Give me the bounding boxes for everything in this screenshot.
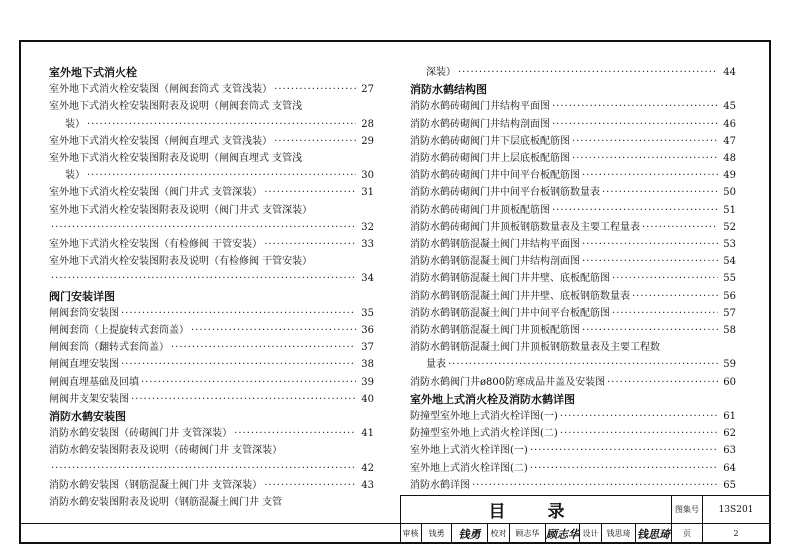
section-heading: 室外地下式消火栓: [49, 66, 137, 79]
toc-entry[interactable]: [410, 374, 736, 391]
toc-entry[interactable]: [49, 442, 374, 476]
toc-page-number: 37: [361, 342, 374, 354]
leader-dots: [472, 477, 718, 494]
toc-entry-text: 室外地下式消火栓安装图附表及说明（闸阀直埋式 支管浅: [49, 153, 303, 164]
toc-page-number: 62: [723, 428, 736, 440]
toc-entry-text: 消防水鹤砖砌阀门井结构剖面图: [410, 118, 550, 130]
toc-page-number: 46: [723, 118, 736, 130]
toc-entry-text: 闸阀套筒（翻转式套筒盖）: [49, 342, 169, 354]
toc-entry[interactable]: [410, 253, 736, 270]
atlas-number-label: 图集号: [672, 496, 703, 523]
toc-page-number: 32: [361, 221, 374, 233]
toc-right-column: [410, 64, 736, 494]
toc-page-number: 44: [723, 67, 736, 78]
title-block-sign-row: [400, 524, 769, 543]
toc-entry[interactable]: [49, 305, 374, 322]
leader-dots: [642, 219, 718, 236]
toc-entry[interactable]: [49, 253, 374, 287]
toc-entry-text: 室外地下式消火栓安装图（有检修阀 干管安装）: [49, 239, 263, 251]
toc-entry-text: 消防水鹤阀门井ø800防寒成品井盖及安装图: [410, 376, 606, 388]
check-signature: 顾志华: [546, 524, 580, 543]
toc-entry-text: 消防水鹤安装图附表及说明（砖砌阀门井 支管深装）: [49, 445, 283, 457]
toc-page-number: 59: [723, 359, 736, 371]
leader-dots: [121, 305, 356, 322]
leader-dots: [552, 116, 718, 133]
toc-entry[interactable]: [49, 98, 374, 132]
check-name: 顾志华: [510, 524, 546, 543]
leader-dots: [607, 374, 718, 391]
toc-entry[interactable]: [49, 150, 374, 184]
toc-page-number: 28: [361, 118, 374, 130]
section-heading: 消防水鹤安装图: [49, 410, 126, 424]
title-block-left-border: [400, 495, 401, 542]
leader-dots: [530, 460, 718, 477]
toc-page-number: 42: [361, 462, 374, 474]
toc-page-number: 51: [723, 204, 736, 216]
toc-entry-text: 消防水鹤砖砌阀门井中间平台板钢筋数量表: [410, 187, 600, 199]
toc-entry-text: 消防水鹤砖砌阀门井下层底板配筋图: [410, 135, 570, 147]
toc-page-number: 49: [723, 170, 736, 182]
toc-entry-text: 室外地下式消火栓安装图（阀门井式 支管深装）: [49, 187, 263, 199]
toc-page-number: 45: [723, 101, 736, 113]
toc-entry-text: 装）: [65, 170, 85, 182]
leader-dots: [582, 236, 718, 253]
toc-entry[interactable]: [410, 184, 736, 201]
toc-left-column: [49, 64, 374, 511]
toc-entry-text: 消防水鹤钢筋混凝土阀门井井壁、底板配筋图: [410, 273, 610, 285]
leader-dots: [131, 391, 356, 408]
toc-entry[interactable]: [49, 184, 374, 201]
toc-entry-text: 室外地下式消火栓安装图（闸阀直埋式 支管浅装）: [49, 135, 273, 147]
toc-page-number: 57: [723, 307, 736, 319]
toc-entry-text: 室外地下式消火栓安装图附表及说明（有检修阀 干管安装）: [49, 256, 313, 268]
leader-dots: [552, 202, 718, 219]
toc-entry-text: 闸阀套筒安装图: [49, 307, 119, 319]
leader-dots: [274, 81, 356, 98]
toc-entry[interactable]: [410, 477, 736, 494]
toc-entry-text: 消防水鹤钢筋混凝土阀门井井壁、底板钢筋数量表: [410, 290, 630, 302]
toc-entry[interactable]: [49, 391, 374, 408]
review-name: 钱勇: [422, 524, 452, 543]
toc-page-number: 55: [723, 273, 736, 285]
toc-entry-text: 消防水鹤钢筋混凝土阀门井顶板配筋图: [410, 325, 580, 337]
toc-entry[interactable]: [410, 219, 736, 236]
leader-dots: [612, 270, 718, 287]
drawing-title: 目 录: [400, 496, 672, 523]
toc-entry[interactable]: [410, 425, 736, 442]
leader-dots: [632, 288, 718, 305]
leader-dots: [582, 167, 718, 184]
check-label: 校对: [488, 524, 510, 543]
leader-dots: [572, 133, 718, 150]
toc-entry[interactable]: [410, 442, 736, 459]
toc-entry[interactable]: [410, 339, 736, 373]
toc-entry[interactable]: [410, 133, 736, 150]
toc-entry[interactable]: [410, 202, 736, 219]
toc-page-number: 27: [361, 84, 374, 96]
design-name: 钱思琦: [602, 524, 636, 543]
title-block: [400, 495, 769, 543]
toc-entry[interactable]: [49, 425, 374, 442]
toc-entry[interactable]: [410, 288, 736, 305]
toc-page-number: 64: [723, 462, 736, 474]
toc-entry-text: 闸阀直埋基础及回填: [49, 376, 139, 388]
toc-entry[interactable]: [49, 494, 374, 511]
leader-dots: [560, 425, 718, 442]
toc-entry-text: 消防水鹤钢筋混凝土阀门井结构剖面图: [410, 256, 580, 268]
toc-entry-text: 室外地下式消火栓安装图附表及说明（阀门井式 支管深装）: [49, 204, 313, 216]
toc-page-number: 43: [361, 479, 374, 491]
toc-page-number: 54: [723, 256, 736, 268]
leader-dots: [274, 133, 356, 150]
toc-page-number: 36: [361, 325, 374, 337]
toc-entry-text: 消防水鹤安装图附表及说明（钢筋混凝土阀门井 支管: [49, 497, 283, 509]
toc-entry[interactable]: [49, 81, 374, 98]
toc-page-number: 63: [723, 445, 736, 457]
toc-entry[interactable]: [49, 133, 374, 150]
toc-entry-text: 闸阀套筒（上提旋转式套筒盖）: [49, 325, 189, 337]
bottom-rule-left: [19, 523, 400, 524]
toc-entry-text: 消防水鹤钢筋混凝土阀门井结构平面图: [410, 239, 580, 251]
toc-page-number: 40: [361, 393, 374, 405]
toc-entry-text: 闸阀井支架安装图: [49, 393, 129, 405]
toc-page-number: 53: [723, 239, 736, 251]
toc-page-number: 65: [723, 479, 736, 491]
toc-entry-text: 消防水鹤钢筋混凝土阀门井顶板钢筋数量表及主要工程数: [410, 342, 660, 354]
toc-entry-text: 装）: [65, 118, 85, 130]
toc-entry[interactable]: [410, 150, 736, 167]
leader-dots: [121, 356, 356, 373]
page-number: 2: [733, 529, 739, 538]
toc-page-number: 56: [723, 290, 736, 302]
toc-entry-text: 消防水鹤详图: [410, 479, 470, 491]
toc-page-number: 31: [361, 187, 374, 199]
toc-page-number: 50: [723, 187, 736, 199]
atlas-number: 13S201: [718, 504, 754, 515]
toc-entry[interactable]: [49, 374, 374, 391]
toc-entry[interactable]: [410, 270, 736, 287]
toc-page-number: 39: [361, 376, 374, 388]
toc-entry[interactable]: [49, 322, 374, 339]
leader-dots: [234, 425, 356, 442]
toc-entry[interactable]: [49, 356, 374, 373]
leader-dots: [264, 477, 356, 494]
leader-dots: [51, 460, 356, 477]
leader-dots: [582, 322, 718, 339]
toc-entry-text: 消防水鹤砖砌阀门井上层底板配筋图: [410, 153, 570, 164]
toc-entry[interactable]: [410, 460, 736, 477]
leader-dots: [191, 322, 356, 339]
toc-entry[interactable]: [410, 167, 736, 184]
toc-page-number: 38: [361, 359, 374, 371]
toc-entry-text: 消防水鹤安装图（砖砌阀门井 支管深装）: [49, 428, 233, 440]
section-heading: 消防水鹤结构图: [410, 83, 487, 97]
toc-entry-text: 防撞型室外地上式消火栓详图(二): [410, 428, 558, 440]
toc-page-number: 30: [361, 170, 374, 182]
toc-entry-text: 消防水鹤砖砌阀门井顶板配筋图: [410, 204, 550, 216]
page-label: 页: [672, 524, 703, 543]
toc-entry[interactable]: [410, 116, 736, 133]
leader-dots: [582, 253, 718, 270]
leader-dots: [530, 442, 718, 459]
leader-dots: [51, 270, 356, 287]
title-block-top-row: [400, 496, 769, 524]
leader-dots: [612, 305, 718, 322]
toc-entry[interactable]: [410, 322, 736, 339]
toc-entry[interactable]: [410, 64, 736, 81]
toc-entry[interactable]: [410, 236, 736, 253]
toc-page-number: 60: [723, 376, 736, 388]
toc-entry-text: 室外地下式消火栓安装图（闸阀套筒式 支管浅装）: [49, 84, 273, 96]
toc-page-number: 61: [723, 411, 736, 423]
section-heading: 阀门安装详图: [49, 289, 115, 303]
leader-dots: [458, 64, 718, 81]
toc-entry-text: 室外地上式消火栓详图(二): [410, 462, 528, 474]
toc-page-number: 48: [723, 153, 736, 164]
toc-entry-text: 消防水鹤砖砌阀门井中间平台板配筋图: [410, 170, 580, 182]
toc-page-number: 41: [361, 428, 374, 440]
leader-dots: [264, 184, 356, 201]
section-heading: 室外地上式消火栓及消防水鹤详图: [410, 392, 575, 406]
toc-entry-text: 闸阀直埋安装图: [49, 359, 119, 371]
toc-page-number: 52: [723, 221, 736, 233]
toc-entry[interactable]: [49, 477, 374, 494]
toc-entry[interactable]: [410, 98, 736, 115]
toc-entry[interactable]: [410, 408, 736, 425]
toc-entry[interactable]: [49, 202, 374, 236]
leader-dots: [560, 408, 718, 425]
toc-page-number: 29: [361, 135, 374, 147]
toc-entry[interactable]: [49, 339, 374, 356]
leader-dots: [264, 236, 356, 253]
review-signature: 钱勇: [452, 524, 488, 543]
toc-page-number: 47: [723, 135, 736, 147]
toc-entry-text: 防撞型室外地上式消火栓详图(一): [410, 411, 558, 423]
toc-entry-text: 消防水鹤砖砌阀门井结构平面图: [410, 101, 550, 113]
leader-dots: [552, 98, 718, 115]
toc-entry-text: 深装）: [426, 67, 456, 78]
leader-dots: [602, 184, 718, 201]
leader-dots: [572, 150, 718, 167]
toc-entry-text: 室外地下式消火栓安装图附表及说明（闸阀套筒式 支管浅: [49, 101, 303, 113]
leader-dots: [87, 116, 356, 133]
leader-dots: [87, 167, 356, 184]
review-label: 审核: [400, 524, 422, 543]
toc-page-number: 58: [723, 325, 736, 337]
toc-entry[interactable]: [49, 236, 374, 253]
leader-dots: [448, 356, 718, 373]
leader-dots: [141, 374, 356, 391]
toc-entry-text: 消防水鹤砖砌阀门井顶板钢筋数量表及主要工程量表: [410, 221, 640, 233]
toc-page-number: 34: [361, 273, 374, 285]
toc-page-number: 33: [361, 239, 374, 251]
toc-entry-text: 消防水鹤钢筋混凝土阀门井中间平台板配筋图: [410, 307, 610, 319]
toc-entry-text: 消防水鹤安装图（钢筋混凝土阀门井 支管深装）: [49, 479, 263, 491]
design-signature: 钱思琦: [636, 524, 672, 543]
toc-entry[interactable]: [410, 305, 736, 322]
toc-entry-text: 量表: [426, 359, 446, 371]
sign-row-divider: [400, 523, 769, 524]
toc-page-number: 35: [361, 307, 374, 319]
toc-entry-text: 室外地上式消火栓详图(一): [410, 445, 528, 457]
leader-dots: [51, 219, 356, 236]
design-label: 设计: [580, 524, 602, 543]
leader-dots: [171, 339, 356, 356]
